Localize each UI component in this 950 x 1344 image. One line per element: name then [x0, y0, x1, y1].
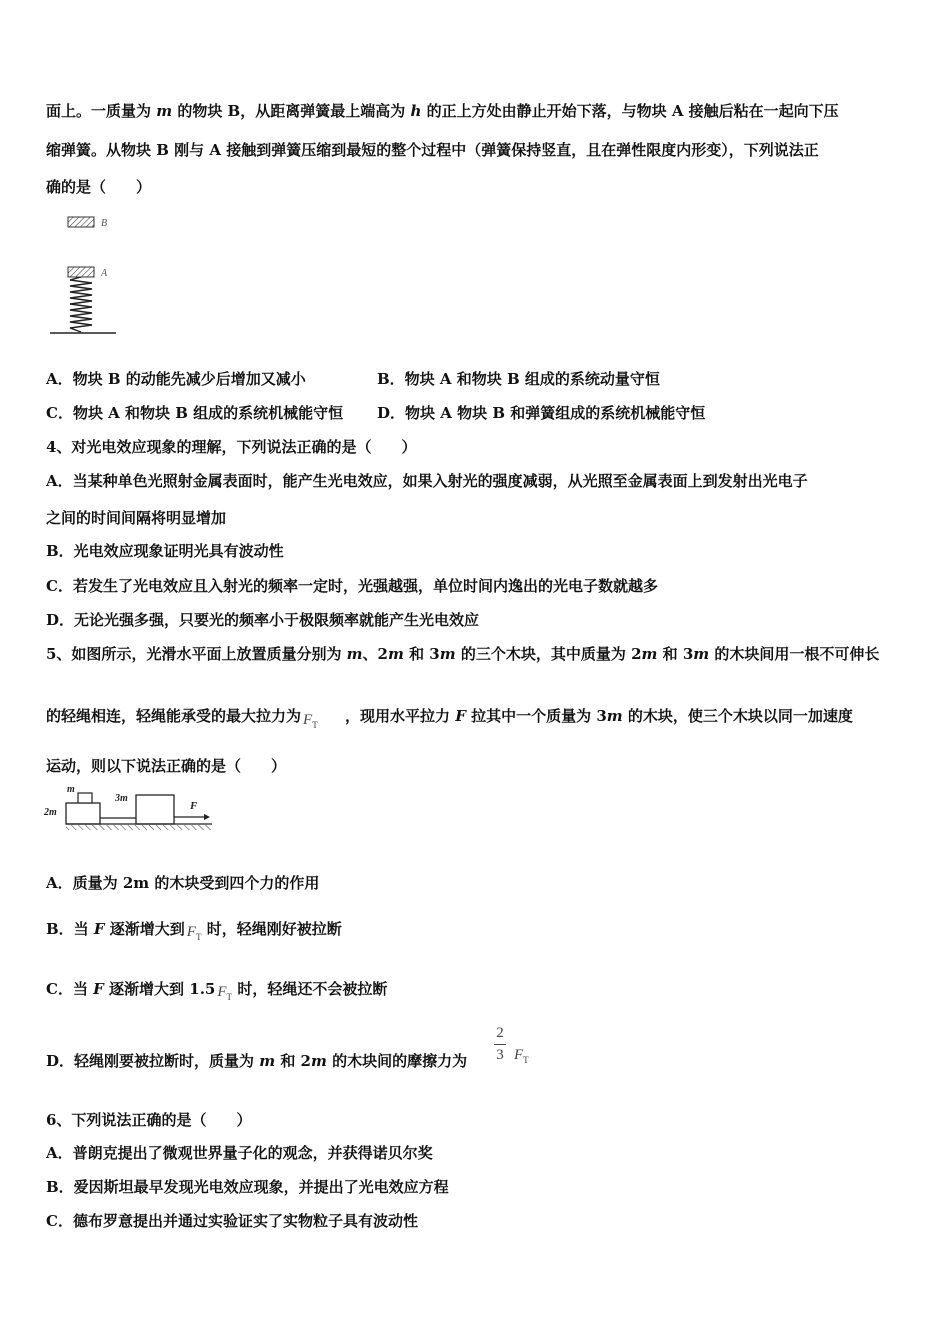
spring	[70, 277, 92, 332]
block-3m	[136, 795, 174, 824]
text: B．当	[46, 920, 94, 938]
q6-option-b: B．爱因斯坦最早发现光电效应现象，并提出了光电效应方程	[46, 1178, 449, 1196]
q5-option-b	[46, 919, 342, 942]
fraction-denominator: 3	[496, 1047, 504, 1063]
q4-option-a-line1: A．当某种单色光照射金属表面时，能产生光电效应，如果入射光的强度减弱，从光照至金属表面上到发射出光电子	[46, 472, 808, 490]
q6-stem: 6、下列说法正确的是（ ）	[46, 1111, 252, 1129]
text: 的轻绳相连，轻绳能承受的最大拉力为	[46, 707, 302, 725]
q4-option-d: D．无论光强多强，只要光的频率小于极限频率就能产生光电效应	[46, 611, 480, 629]
block-a	[68, 267, 94, 277]
arrow-head-icon	[204, 814, 210, 820]
symbol-t: T	[523, 1055, 529, 1065]
spring-blocks-figure	[48, 208, 128, 340]
var-m: m	[156, 102, 173, 120]
text: 时，轻绳刚好被拉断	[206, 920, 342, 938]
label-a: A	[101, 268, 108, 279]
text: 拉其中一个质量为 3	[465, 707, 607, 725]
text: 、2	[362, 645, 388, 663]
symbol-f: F	[303, 712, 313, 728]
ft-symbol	[514, 1047, 529, 1065]
text: 的木块间的摩擦力为	[326, 1052, 468, 1070]
q4-option-b: B．光电效应现象证明光具有波动性	[46, 542, 284, 560]
var-f: F	[455, 707, 466, 725]
text: 时，轻绳还不会被拉断	[237, 980, 388, 998]
q4-option-c: C．若发生了光电效应且入射光的频率一定时，光强越强，单位时间内逸出的光电子数就越多	[46, 577, 658, 595]
q4-stem: 4、对光电效应现象的理解，下列说法正确的是（ ）	[46, 438, 417, 456]
var-h: h	[410, 102, 422, 120]
q5-option-a: A．质量为 2m 的木块受到四个力的作用	[46, 874, 320, 892]
q6-option-a: A．普朗克提出了微观世界量子化的观念，并获得诺贝尔奖	[46, 1144, 433, 1162]
var-m: m	[641, 645, 658, 663]
text: 面上。一质量为	[46, 102, 157, 120]
text: 逐渐增大到 1.5	[103, 980, 216, 998]
var-m: m	[606, 707, 623, 725]
var-m: m	[346, 645, 363, 663]
ground-hatching	[66, 825, 212, 830]
label-m: m	[67, 784, 75, 795]
text: 5、如图所示，光滑水平面上放置质量分别为	[46, 645, 347, 663]
label-f: F	[190, 800, 198, 812]
q5-option-c	[46, 979, 388, 1002]
label-2m: 2m	[44, 807, 57, 818]
symbol-t: T	[226, 992, 233, 1002]
q3-stem-line3: 确的是（ ）	[46, 178, 152, 196]
symbol-t: T	[195, 932, 202, 942]
var-m: m	[439, 645, 456, 663]
text: D．轻绳刚要被拉断时，质量为	[46, 1052, 260, 1070]
q3-stem-line1	[46, 101, 839, 121]
text: 和 2	[275, 1052, 311, 1070]
q4-option-a-line2: 之间的时间间隔将明显增加	[46, 509, 227, 527]
q5-option-d	[46, 1051, 467, 1071]
q3-stem-line2: 缩弹簧。从物块 B 刚与 A 接触到弹簧压缩到最短的整个过程中（弹簧保持竖直，且在弹性限度内形变），下列说法正	[46, 141, 819, 159]
fraction-numerator: 2	[496, 1025, 504, 1041]
q3-option-d: D．物块 A 物块 B 和弹簧组成的系统机械能守恒	[377, 404, 706, 422]
q5-stem-line2	[46, 706, 853, 730]
var-m: m	[259, 1052, 276, 1070]
symbol-f: F	[514, 1047, 524, 1063]
q3-option-b: B．物块 A 和物块 B 组成的系统动量守恒	[377, 370, 660, 388]
text: 和 3	[403, 645, 440, 663]
text: ，现用水平拉力	[345, 707, 456, 725]
text: 的正上方处由静止开始下落，与物块 A 接触后粘在一起向下压	[421, 102, 839, 120]
symbol-f: F	[186, 924, 196, 940]
fraction-bar	[494, 1044, 506, 1045]
text: 的木块，使三个木块以同一加速度	[622, 707, 853, 725]
label-3m: 3m	[115, 793, 128, 804]
block-m	[78, 793, 92, 803]
symbol-t: T	[312, 720, 318, 730]
text: 的三个木块，其中质量为 2	[455, 645, 642, 663]
var-m: m	[311, 1052, 327, 1070]
blocks-rope-figure	[44, 784, 216, 838]
var-f: F	[93, 920, 105, 938]
text: 的物块 B，从距离弹簧最上端高为	[172, 102, 411, 120]
q5-stem-line1	[46, 644, 879, 664]
symbol-f: F	[217, 984, 227, 1000]
fraction	[492, 1025, 508, 1064]
q3-option-a: A．物块 B 的动能先减少后增加又减小	[46, 370, 306, 388]
label-b: B	[101, 218, 108, 229]
text: 逐渐增大到	[104, 920, 185, 938]
text: C．当	[46, 980, 94, 998]
var-m: m	[693, 645, 710, 663]
q3-option-c: C．物块 A 和物块 B 组成的系统机械能守恒	[46, 404, 344, 422]
text: 的木块间用一根不可伸长	[709, 645, 880, 663]
block-b	[68, 217, 94, 227]
var-f: F	[93, 980, 104, 998]
block-2m	[66, 803, 100, 824]
text: 和 3	[657, 645, 694, 663]
q6-option-c: C．德布罗意提出并通过实验证实了实物粒子具有波动性	[46, 1212, 418, 1230]
var-m: m	[387, 645, 404, 663]
q5-stem-line3: 运动，则以下说法正确的是（ ）	[46, 757, 287, 775]
